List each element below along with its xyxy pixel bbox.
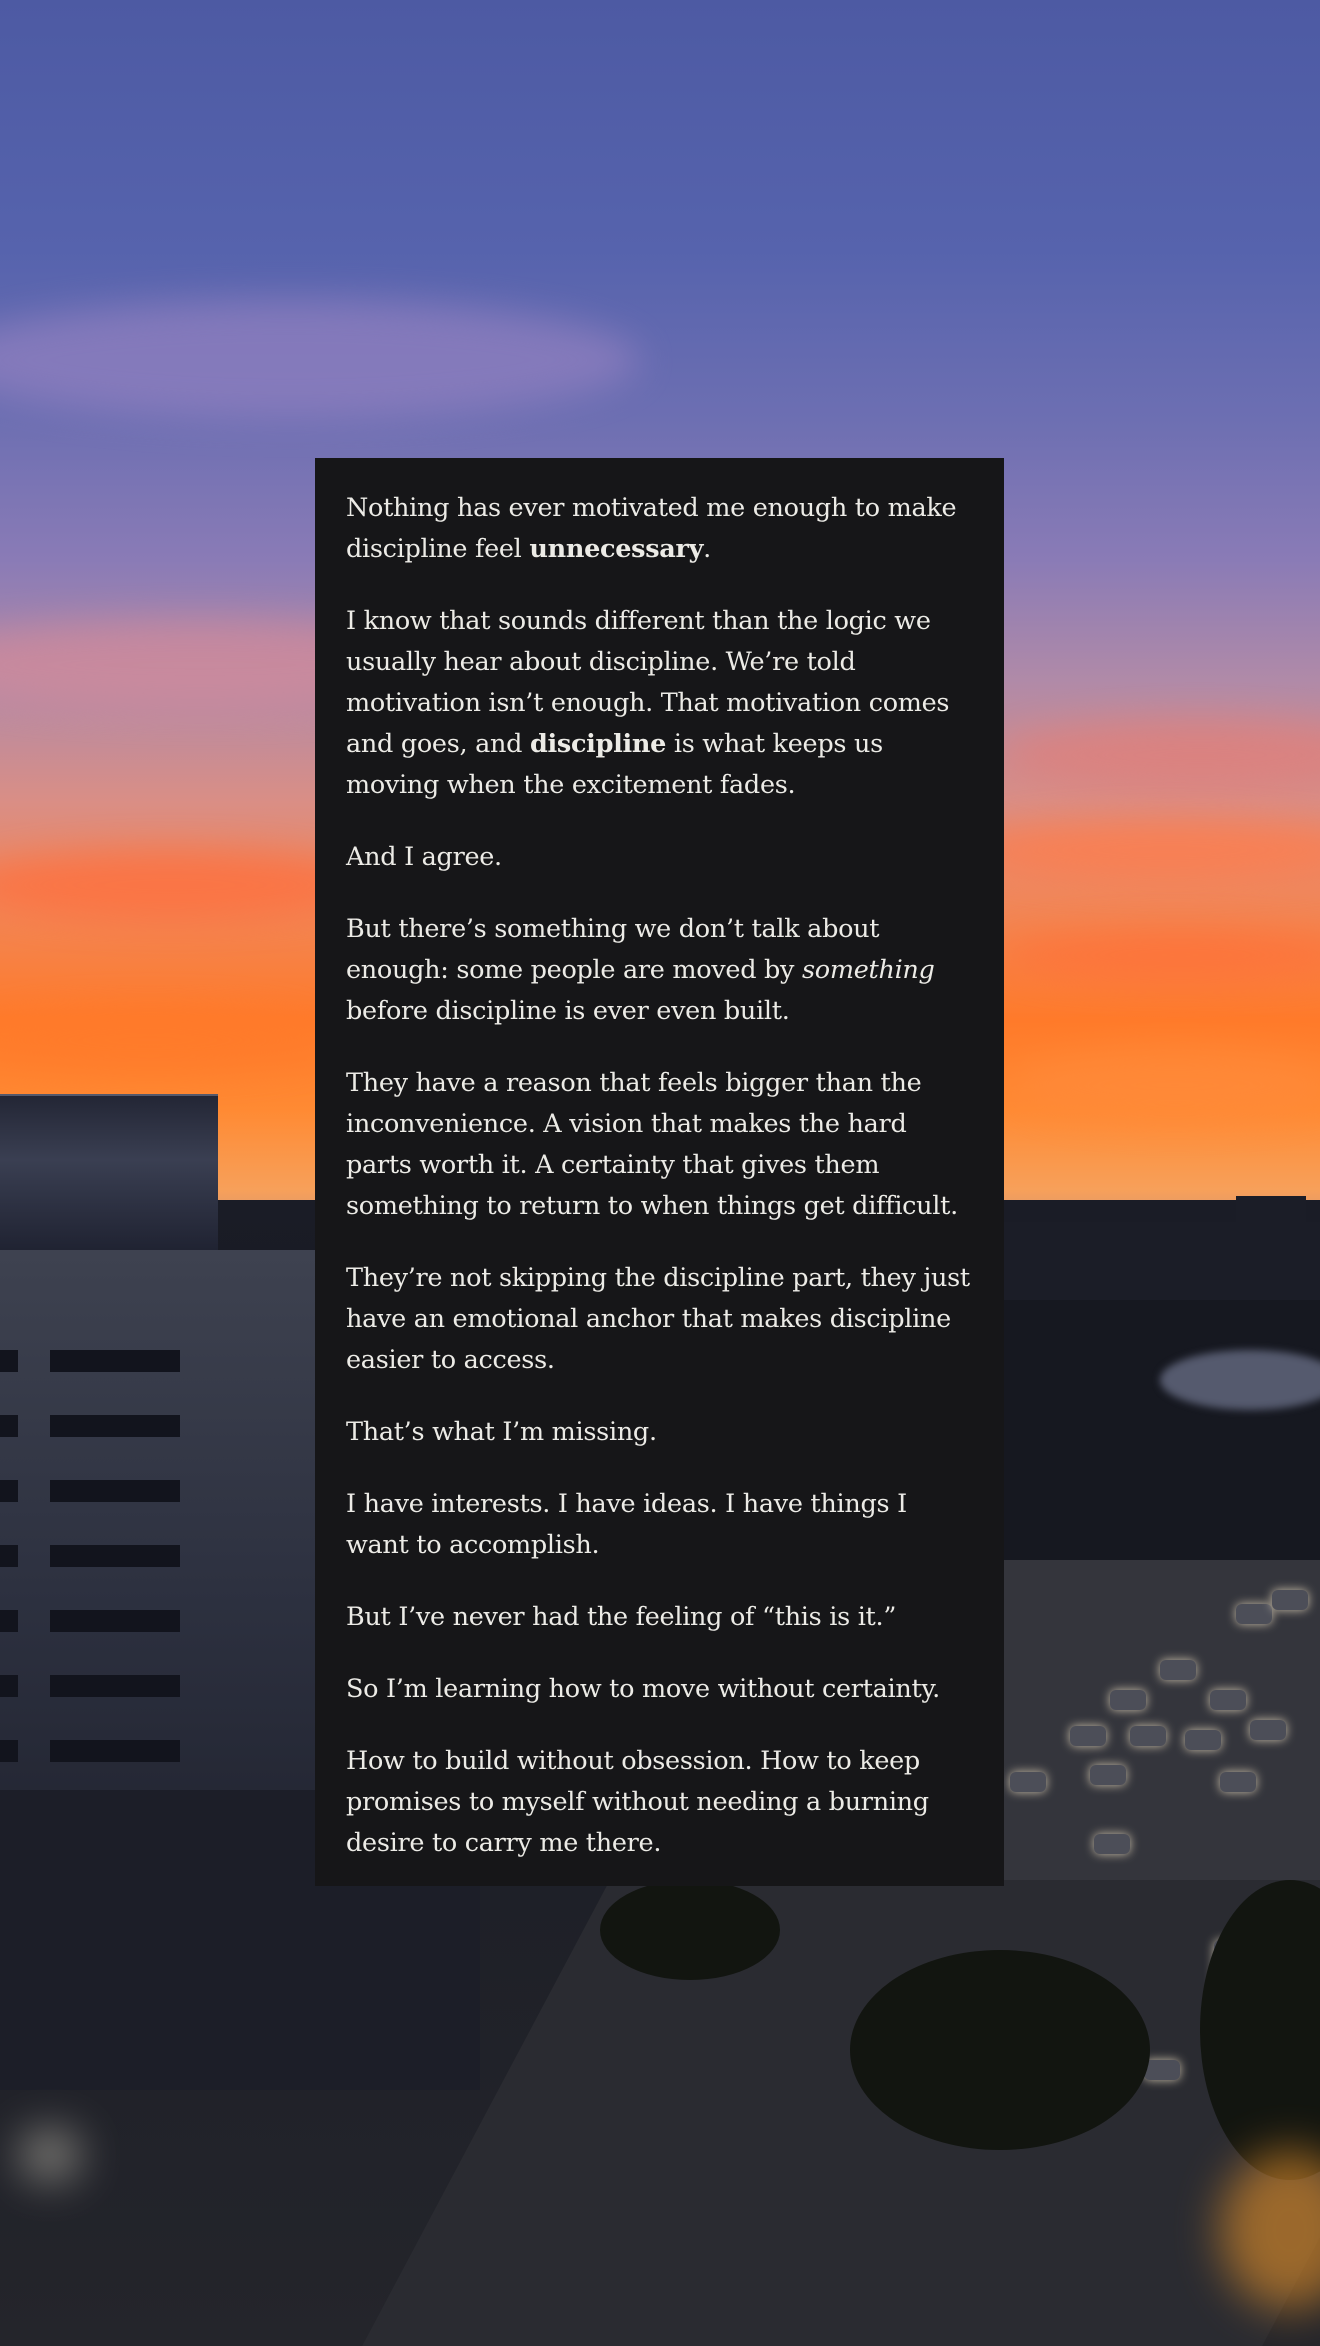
car [1090,1765,1126,1785]
paragraph [346,1484,974,1566]
building-window [0,1740,18,1762]
car [1094,1834,1130,1854]
paragraph [346,1669,974,1710]
paragraph-text: I have interests. I have ideas. I have things I want to accomplish. [346,1489,907,1560]
paragraph [346,1597,974,1638]
paragraph-text: I know that sounds different than the logic we usually hear about discipline. We’re told motivation isn’t enough. That motivation comes and goes, and [346,606,950,759]
bold-text: discipline [529,729,667,759]
car [1110,1690,1146,1710]
paragraph-text: They’re not skipping the discipline part, they just have an emotional anchor that makes discipline easier to access. [346,1263,970,1375]
car [1272,1590,1308,1610]
car [1070,1726,1106,1746]
building-window [0,1545,18,1567]
bold-text: unnecessary [529,534,704,564]
tree [850,1950,1150,2150]
distant-buildings [1004,1300,1320,1560]
car [1220,1772,1256,1792]
cloud-streak [1010,1050,1320,1120]
paragraph-text: But I’ve never had the feeling of “this is it.” [346,1602,897,1632]
street-light-glow [20,2130,80,2180]
paragraph-text: But there’s something we don’t talk about enough: some people are moved by [346,914,880,985]
paragraph [346,601,974,806]
car [1236,1604,1272,1624]
car [1130,1726,1166,1746]
paragraph-text: Nothing has ever motivated me enough to make discipline feel [346,493,957,564]
tree [600,1880,780,1980]
distant-buildings [1004,1222,1320,1312]
car [1210,1690,1246,1710]
building-window [50,1740,180,1762]
building-window [0,1415,18,1437]
building-window [50,1350,180,1372]
paragraph-text: So I’m learning how to move without certainty. [346,1674,940,1704]
building-window [50,1610,180,1632]
paragraph [346,1258,974,1381]
paragraph [346,1412,974,1453]
paragraph [346,488,974,570]
car [1144,2060,1180,2080]
paragraph [346,1741,974,1864]
paragraph-text: And I agree. [346,842,502,872]
building-window [50,1545,180,1567]
building-window [0,1350,18,1372]
building-window [50,1480,180,1502]
building-window [0,1675,18,1697]
paragraph-text: They have a reason that feels bigger than the inconvenience. A vision that makes the hard parts worth it. A certainty that gives them something to return to when things get difficult. [346,1068,958,1221]
paragraph-text: is what keeps us moving when the excitement fades. [346,729,883,800]
car [1160,1660,1196,1680]
building-window [50,1675,180,1697]
building-window [0,1610,18,1632]
paragraph-text: before discipline is ever even built. [346,996,790,1026]
office-building [0,1250,318,1810]
paragraph [346,837,974,878]
paragraph [346,909,974,1032]
building-window [50,1415,180,1437]
paragraph-text: That’s what I’m missing. [346,1417,657,1447]
paragraph-text: . [703,534,711,564]
car [1250,1720,1286,1740]
distant-buildings [1236,1196,1306,1226]
glass-tower [0,1094,218,1256]
car [1010,1772,1046,1792]
building-window [0,1480,18,1502]
italic-text: something [801,955,935,985]
paragraph-text: How to build without obsession. How to keep promises to myself without needing a burning desire to carry me there. [346,1746,929,1858]
car [1185,1730,1221,1750]
text-overlay-card [315,458,1004,1886]
paragraph [346,1063,974,1227]
